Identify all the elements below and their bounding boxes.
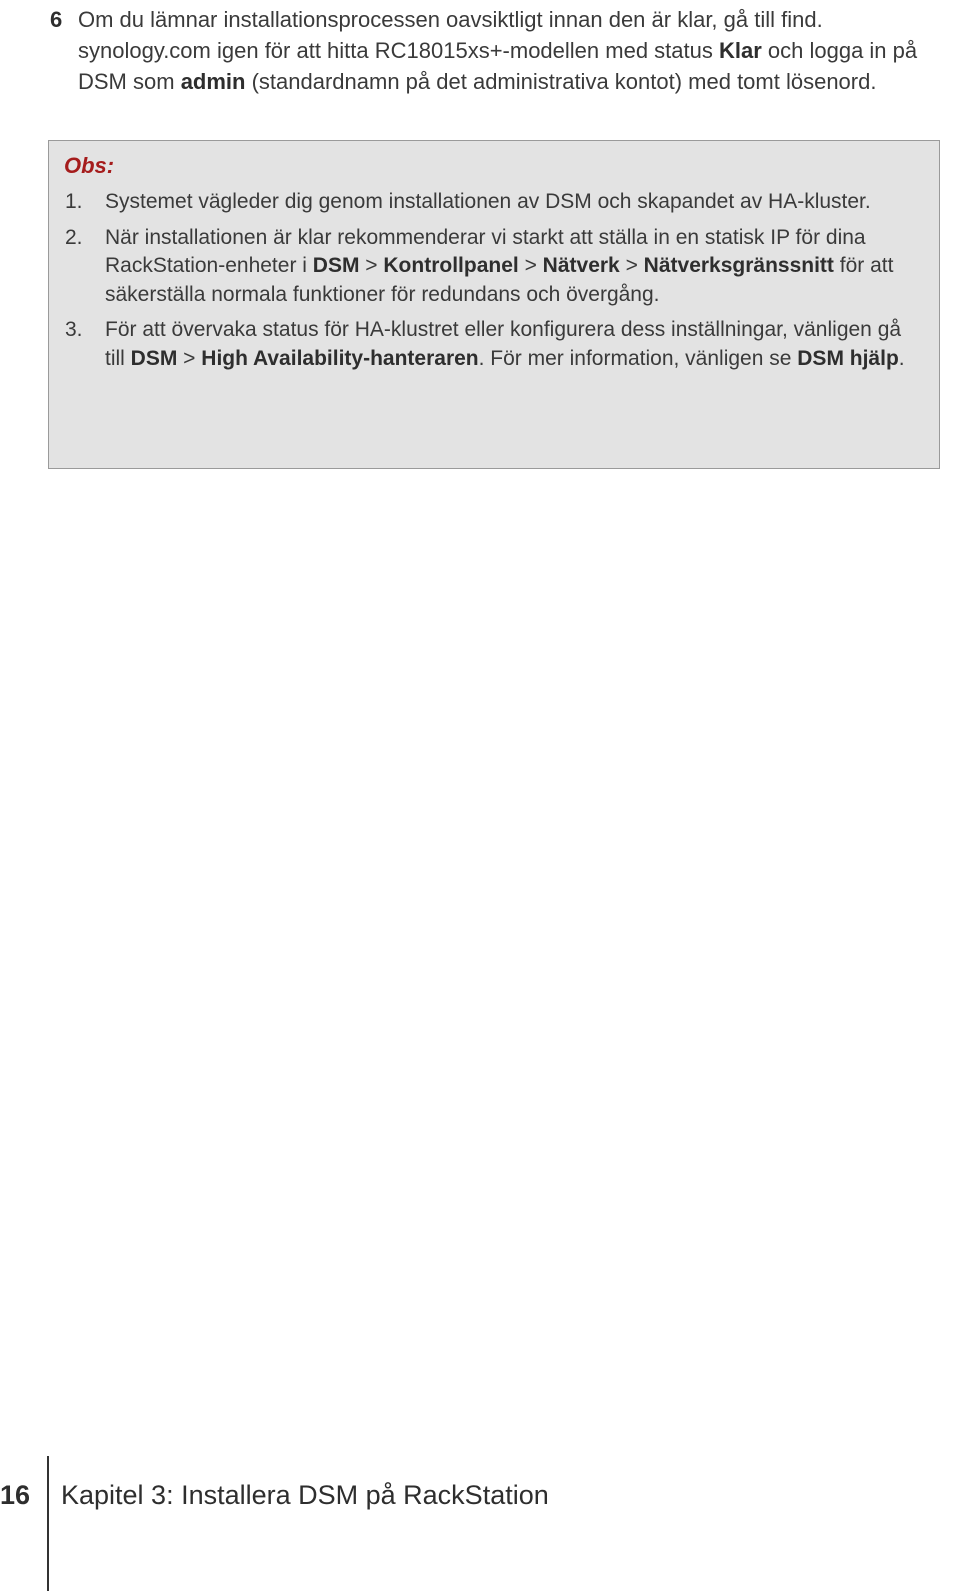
note-item-2: 2. När installationen är klar rekommenderar vi starkt att ställa in en statisk IP för dina RackStation-enheter i DSM > Kontrollpanel > Nätverk > Nätverksgränssnitt för att säkerställa normala funktioner för redundans och övergång. [65,225,894,306]
note-item-number: 2. [65,225,83,249]
admin-account: admin [180,69,246,94]
step-text: Om du lämnar installationsprocessen oavsiktligt innan den är klar, gå till find. synology.com igen för att hitta RC18015xs+-modellen med status Klar och logga in på DSM som admin (standardnamn på det administrativa kontot) med tomt lösenord. [78,7,918,94]
step-number: 6 [50,7,63,32]
footer-divider [47,1456,49,1591]
note-item-3: 3. För att övervaka status för HA-klustret eller konfigurera dess inställningar, vänligen gå till DSM > High Availability-hanteraren. För mer information, vänligen se DSM hjälp. [65,318,905,370]
note-box [48,140,940,469]
note-list [65,188,925,380]
note-item-1: 1. Systemet vägleder dig genom installationen av DSM och skapandet av HA-kluster. [65,188,925,217]
status-klar: Klar [718,38,762,63]
note-title: Obs: [64,153,115,178]
chapter-title: Kapitel 3: Installera DSM på RackStation [61,1480,549,1510]
note-item-number: 3. [65,318,83,341]
page-number: 16 [0,1480,31,1510]
note-item-number: 1. [65,190,83,213]
